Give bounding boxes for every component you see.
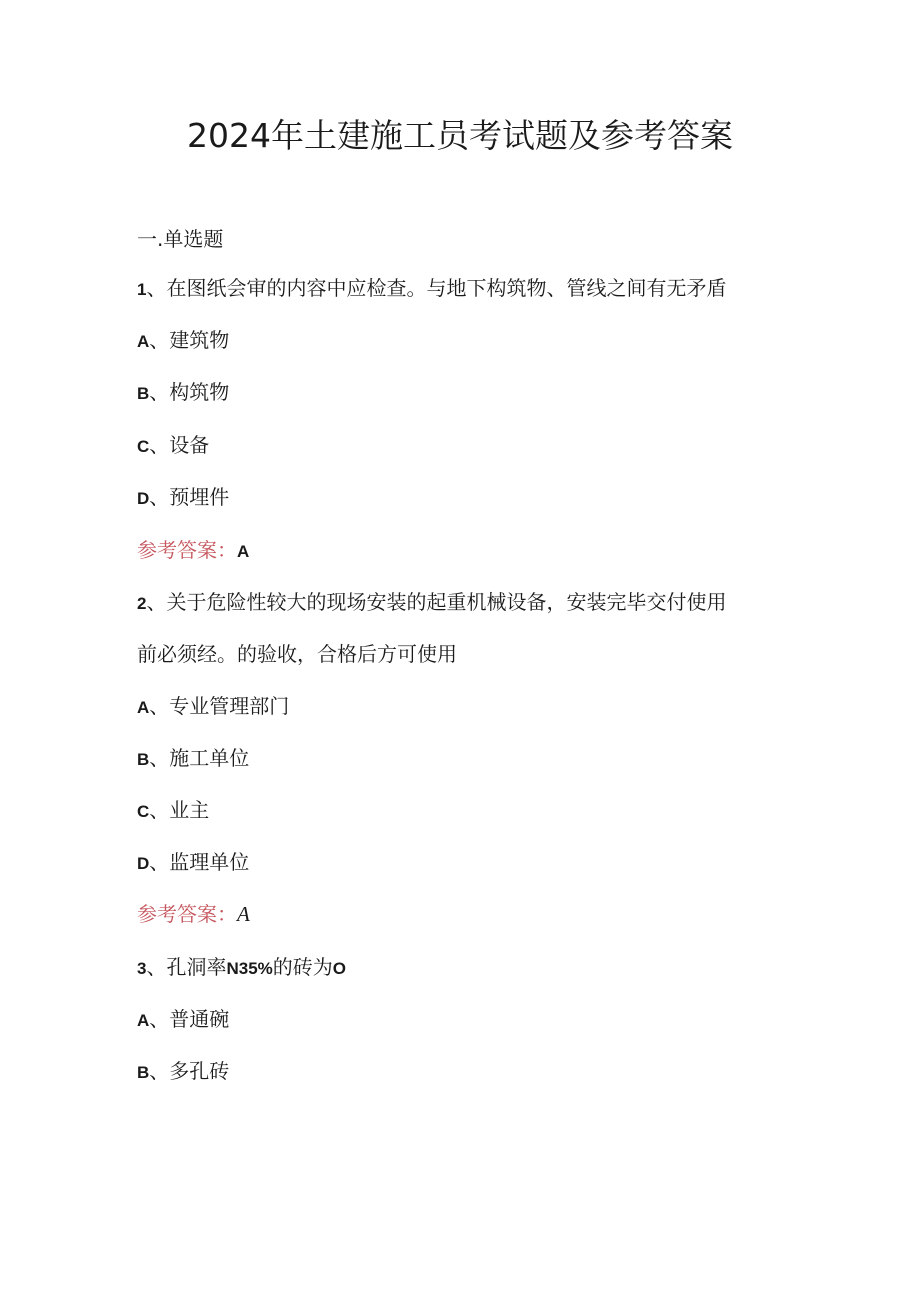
option-b — [137, 1056, 229, 1088]
option-separator: 、 — [149, 746, 170, 770]
option-separator: 、 — [149, 380, 170, 404]
option-separator: 、 — [149, 1059, 170, 1083]
option-text: 预埋件 — [169, 485, 230, 509]
document-title: 2024年土建施工员考试题及参考答案 — [187, 116, 733, 155]
option-separator: 、 — [149, 694, 170, 718]
question-2 — [137, 587, 726, 619]
option-letter: A — [137, 698, 150, 717]
option-letter: B — [137, 750, 150, 769]
answer-line — [137, 535, 249, 567]
option-a — [137, 1004, 229, 1036]
question-number: 3 — [137, 959, 147, 978]
question-text-part: 的砖为 — [272, 955, 333, 979]
question-text-part: N35% — [226, 959, 273, 978]
option-a — [137, 325, 229, 357]
question-separator: 、 — [146, 276, 167, 300]
option-letter: A — [137, 1011, 150, 1030]
option-text: 专业管理部门 — [169, 694, 290, 718]
option-separator: 、 — [149, 485, 170, 509]
question-separator: 、 — [146, 955, 167, 979]
section-heading: 一.单选题 — [137, 227, 224, 251]
option-letter: D — [137, 489, 150, 508]
option-letter: C — [137, 802, 150, 821]
option-b — [137, 377, 229, 409]
option-separator: 、 — [149, 1007, 170, 1031]
answer-line — [137, 899, 250, 929]
option-letter: B — [137, 384, 150, 403]
question-3 — [137, 952, 346, 984]
answer-label: 参考答案： — [137, 538, 237, 562]
option-b — [137, 743, 249, 775]
option-separator: 、 — [149, 328, 170, 352]
option-separator: 、 — [149, 798, 170, 822]
option-separator: 、 — [149, 433, 170, 457]
option-d — [137, 482, 229, 514]
option-text: 构筑物 — [169, 380, 230, 404]
question-text-part: O — [332, 959, 347, 978]
question-text: 关于危险性较大的现场安装的起重机械设备，安装完毕交付使用 — [166, 590, 727, 614]
question-number: 1 — [137, 280, 147, 299]
option-separator: 、 — [149, 850, 170, 874]
option-text: 普通碗 — [169, 1007, 230, 1031]
option-text: 施工单位 — [169, 746, 250, 770]
question-1 — [137, 273, 726, 305]
option-letter: A — [137, 332, 150, 351]
question-text-part: 孔洞率 — [166, 955, 227, 979]
option-text: 多孔砖 — [169, 1059, 230, 1083]
question-2-continued: 前必须经。的验收，合格后方可使用 — [137, 642, 457, 666]
question-number: 2 — [137, 594, 147, 613]
option-letter: B — [137, 1063, 150, 1082]
answer-label: 参考答案： — [137, 902, 237, 926]
option-c — [137, 795, 209, 827]
option-text: 建筑物 — [169, 328, 230, 352]
option-text: 业主 — [169, 798, 210, 822]
option-letter: D — [137, 854, 150, 873]
option-a — [137, 691, 289, 723]
question-text: 在图纸会审的内容中应检查。与地下构筑物、管线之间有无矛盾 — [166, 276, 727, 300]
option-c — [137, 430, 209, 462]
option-d — [137, 847, 249, 879]
question-separator: 、 — [146, 590, 167, 614]
option-text: 监理单位 — [169, 850, 250, 874]
answer-value: A — [237, 902, 250, 926]
option-letter: C — [137, 437, 150, 456]
option-text: 设备 — [169, 433, 210, 457]
answer-value: A — [237, 542, 250, 561]
